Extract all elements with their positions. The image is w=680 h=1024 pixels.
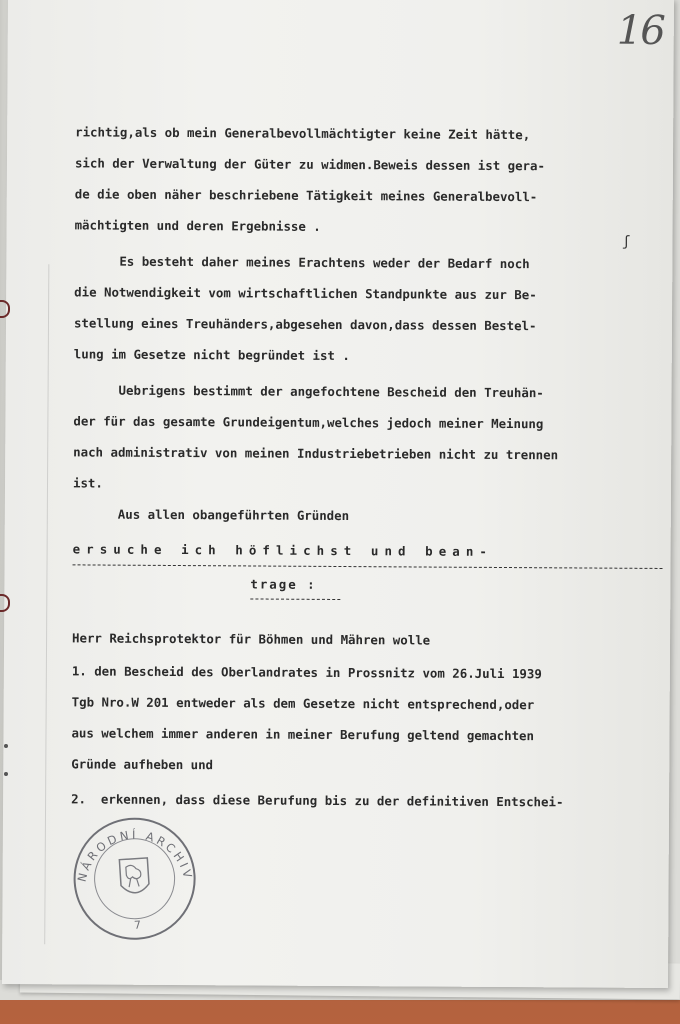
archive-stamp-graphic: [67, 811, 203, 947]
margin-crease: [44, 264, 49, 944]
text-line: aus welchem immer anderen in meiner Berufung geltend gemachten: [71, 725, 535, 744]
archive-stamp: [67, 811, 203, 947]
text-line: Gründe aufheben und: [71, 756, 214, 773]
text-line: Aus allen obangeführten Gründen: [117, 506, 350, 524]
text-line: der für das gesamte Grundeigentum,welches jedoch meiner Meinung: [73, 413, 544, 432]
text-line: de die oben näher beschriebene Tätigkeit meines Generalbevoll-: [74, 186, 538, 205]
request-heading: ersuche ich höflichst und bean-: [73, 535, 663, 569]
text-line: Herr Reichsprotektor für Böhmen und Mähren wolle: [72, 630, 431, 648]
request-heading-cont: trage :: [250, 570, 340, 600]
letter-body: [71, 116, 665, 818]
stamp-number: 7: [133, 918, 142, 932]
text-line: richtig,als ob mein Generalbevollmächtigter keine Zeit hätte,: [75, 124, 531, 143]
text-line: mächtigten und deren Ergebnisse .: [74, 217, 321, 234]
text-line: stellung eines Treuhänders,abgesehen davon,dass dessen Bestel-: [73, 315, 537, 334]
text-line: sich der Verwaltung der Güter zu widmen.Beweis dessen ist gera-: [74, 155, 545, 174]
typewritten-page: [2, 0, 674, 988]
stamp-text: NÁRODNÍ ARCHIV: [74, 827, 196, 884]
text-line: lung im Gesetze nicht begründet ist .: [73, 346, 350, 364]
margin-dot: [4, 744, 8, 748]
text-line: nach administrativ von meinen Industriebetrieben nicht zu trennen: [73, 444, 559, 463]
text-line: Es besteht daher meines Erachtens weder der Bedarf noch: [119, 253, 530, 272]
page-number: 16: [616, 7, 664, 54]
pencil-mark: ʃ: [622, 233, 631, 250]
text-line: Tgb Nro.W 201 entweder als dem Gesetze nicht entsprechend,oder: [71, 694, 535, 713]
text-line: 1. den Bescheid des Oberlandrates in Prossnitz vom 26.Juli 1939: [71, 663, 542, 682]
text-line: Uebrigens bestimmt der angefochtene Bescheid den Treuhän-: [118, 382, 544, 401]
text-line: die Notwendigkeit vom wirtschaftlichen Standpunkte aus zur Be-: [74, 284, 537, 303]
text-line: 2. erkennen, dass diese Berufung bis zu der definitiven Entschei-: [71, 791, 564, 810]
margin-dot: [4, 772, 8, 776]
text-line: ist.: [72, 475, 103, 491]
